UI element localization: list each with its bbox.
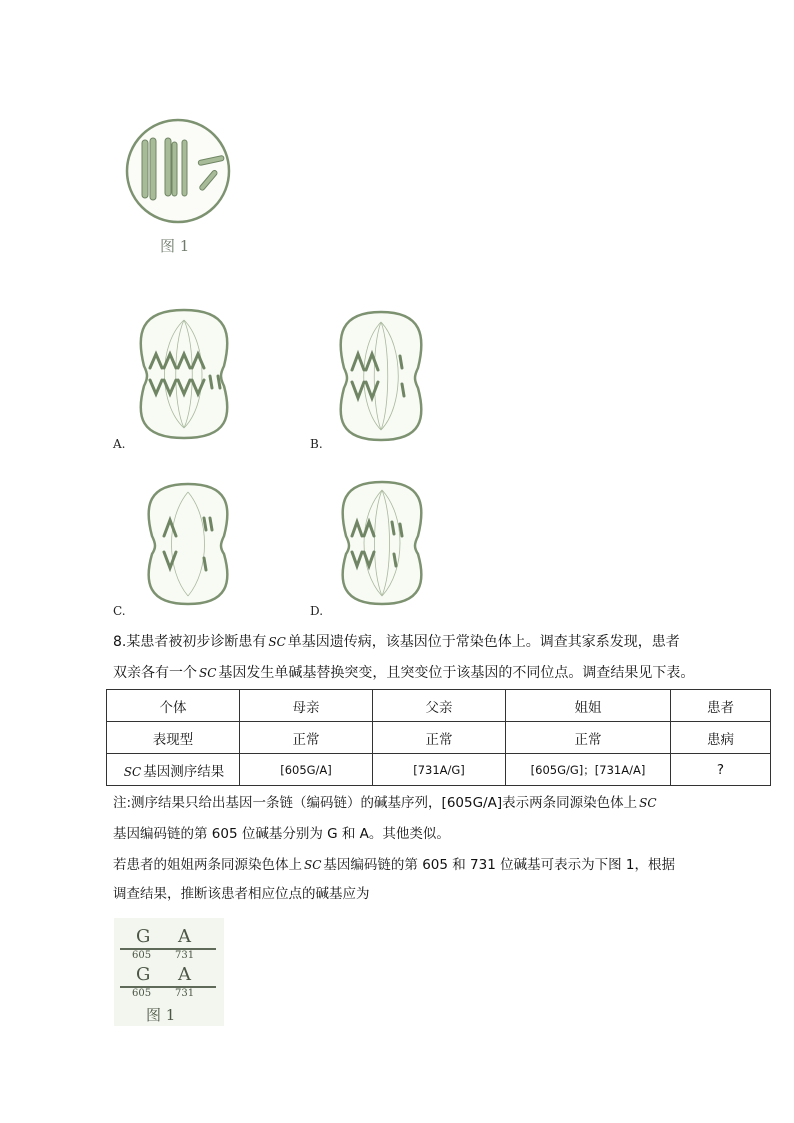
results-table <box>106 689 771 786</box>
option-d-label: D. <box>310 604 324 618</box>
option-a-label: A. <box>113 437 126 451</box>
locus-number: 605 <box>132 950 152 961</box>
option-b-figure <box>330 306 432 446</box>
table-header-cell: 个体 <box>107 690 240 722</box>
table-cell: [605G/A] <box>240 754 373 786</box>
locus-number: 605 <box>132 988 152 999</box>
locus-number: 731 <box>175 988 195 999</box>
question-line-1: 8.某患者被初步诊断患有 SC 单基因遗传病，该基因位于常染色体上。调查其家系发现，患者 <box>113 634 680 650</box>
note-line-1: 注:测序结果只给出基因一条链（编码链）的碱基序列，[605G/A]表示两条同源染色体上 SC <box>113 795 657 811</box>
option-c-figure <box>136 478 240 610</box>
figure-chromosomes <box>120 118 236 224</box>
table-cell: 患病 <box>671 722 771 754</box>
question-line-2: 双亲各有一个 SC 基因发生单碱基替换突变，且突变位于该基因的不同位点。调查结果见下表。 <box>113 665 695 681</box>
table-cell: 正常 <box>240 722 373 754</box>
base-letter: A <box>178 964 191 985</box>
table-cell: ? <box>671 754 771 786</box>
table-row <box>107 754 771 786</box>
figure-top-caption: 图 1 <box>160 237 190 255</box>
note-line-2: 基因编码链的第 605 位碱基分别为 G 和 A。其他类似。 <box>113 826 450 842</box>
table-header-cell: 姐姐 <box>506 690 671 722</box>
table-row <box>107 690 771 722</box>
base-letter: A <box>178 926 191 947</box>
figure-bottom-caption: 图 1 <box>146 1006 176 1024</box>
base-letter: G <box>136 926 151 947</box>
table-header-cell: 患者 <box>671 690 771 722</box>
table-cell: [731A/G] <box>373 754 506 786</box>
table-cell: 正常 <box>506 722 671 754</box>
table-cell: [605G/G]；[731A/A] <box>506 754 671 786</box>
table-header-cell: 母亲 <box>240 690 373 722</box>
table-header-cell: 父亲 <box>373 690 506 722</box>
option-d-figure <box>330 476 434 610</box>
figure-bottom-loci <box>114 918 224 1026</box>
gene-symbol: SC <box>268 635 286 649</box>
ask-line-1: 若患者的姐姐两条同源染色体上 SC 基因编码链的第 605 和 731 位碱基可表示为下图 1，根据 <box>113 857 675 873</box>
option-b-label: B. <box>310 437 323 451</box>
table-cell: 表现型 <box>107 722 240 754</box>
option-a-figure <box>128 304 240 444</box>
gene-symbol: SC <box>199 666 217 680</box>
option-c-label: C. <box>113 604 126 618</box>
table-cell: 正常 <box>373 722 506 754</box>
ask-line-2: 调查结果，推断该患者相应位点的碱基应为 <box>113 886 370 902</box>
base-letter: G <box>136 964 151 985</box>
locus-number: 731 <box>175 950 195 961</box>
table-cell: SC 基因测序结果 <box>107 754 240 786</box>
table-row <box>107 722 771 754</box>
